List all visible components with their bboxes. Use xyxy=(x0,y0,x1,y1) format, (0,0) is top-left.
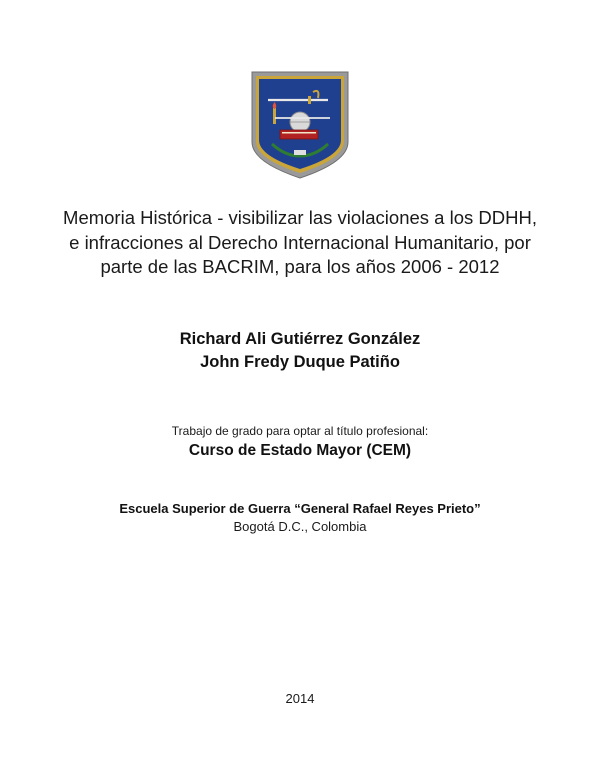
degree-course: Curso de Estado Mayor (CEM) xyxy=(188,442,412,459)
authors-block xyxy=(60,328,540,374)
author-name: John Fredy Duque Patiño xyxy=(200,353,400,371)
document-year: 2014 xyxy=(285,691,315,706)
author-name: Richard Ali Gutiérrez González xyxy=(179,330,421,348)
military-school-crest-icon xyxy=(250,70,350,180)
degree-note: Trabajo de grado para optar al título profesional: xyxy=(171,424,429,438)
document-title: Memoria Histórica - visibilizar las violaciones a los DDHH, e infracciones al Derecho Internacional Humanitario, por parte de las BACRIM, para los años 2006 - 2012 xyxy=(63,207,537,277)
school-city: Bogotá D.C., Colombia xyxy=(233,519,367,534)
school-name: Escuela Superior de Guerra “General Rafael Reyes Prieto” xyxy=(119,501,481,516)
